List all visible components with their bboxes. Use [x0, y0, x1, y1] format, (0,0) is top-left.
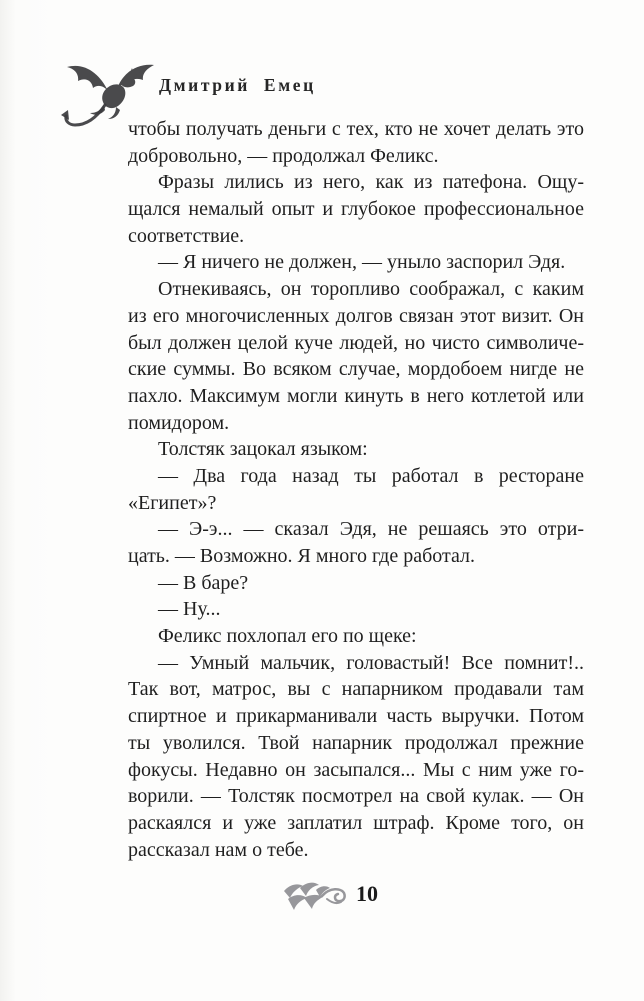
text-line: добровольно, — продолжал Феликс. [128, 144, 439, 167]
text-line: ские суммы. Во всяком случае, мордобоем нигде не [128, 358, 584, 381]
text-line: Толстяк зацокал языком: [158, 438, 368, 461]
text-line: — Я ничего не должен, — уныло заспорил Эдя. [158, 251, 566, 274]
text-line: чтобы получать деньги с тех, кто не хочет делать это [128, 118, 584, 140]
text-line: фокусы. Недавно он засыпался... Мы с ним уже го- [128, 758, 584, 781]
text-line: щался немалый опыт и глубокое профессиональное [128, 198, 584, 221]
text-line: — Э-э... — сказал Эдя, не решаясь это отри- [158, 518, 584, 541]
text-line: раскаялся и уже заплатил штраф. Кроме того, он [128, 811, 584, 834]
text-line: — Ну... [158, 598, 221, 621]
running-head-author: Дмитрий Емец [159, 75, 316, 95]
text-line: из его многочисленных долгов связан этот визит. Он [128, 304, 584, 327]
text-line: — В баре? [158, 571, 249, 594]
text-line: цать. — Возможно. Я много где работал. [128, 545, 476, 567]
text-line: — Два года назад ты работал в ресторане [158, 464, 584, 487]
dragon-sprig-ornament-icon [282, 876, 354, 912]
text-line: Так вот, матрос, вы с напарником продавали там [128, 678, 584, 701]
text-line: «Египет»? [128, 491, 217, 514]
text-line: рассказал нам о тебе. [128, 838, 309, 861]
text-line: Феликс похлопал его по щеке: [158, 625, 417, 648]
text-line: ворили. — Толстяк посмотрел на свой кулак. — Он [128, 785, 584, 808]
text-line: помидором. [128, 411, 230, 434]
page-number: 10 [356, 881, 378, 906]
text-line: Отнекиваясь, он торопливо соображал, с каким [158, 278, 584, 301]
text-line: — Умный мальчик, головастый! Все помнит!.. [158, 651, 584, 674]
body-text [128, 116, 584, 863]
text-line: Фразы лились из него, как из патефона. Ощу- [158, 171, 584, 194]
text-line: спиртное и прикарманивали часть выручки. Потом [128, 705, 584, 728]
text-line: был должен целой куче людей, но чисто символиче- [128, 331, 584, 354]
text-line: ты уволился. Твой напарник продолжал прежние [128, 731, 584, 754]
text-line: соответствие. [128, 224, 245, 247]
text-line: пахло. Максимум могли кинуть в него котлетой или [128, 384, 584, 407]
